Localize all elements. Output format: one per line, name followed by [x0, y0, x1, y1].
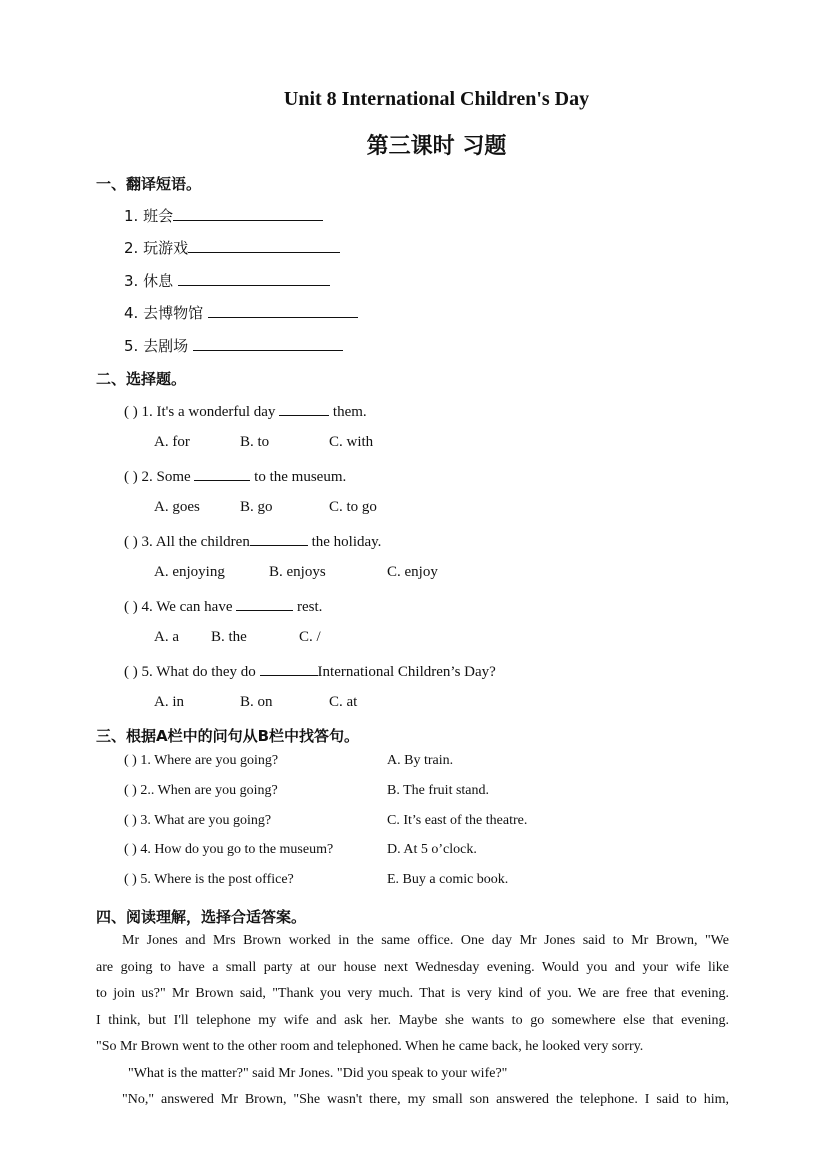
s2-q5-option-b: B. on: [240, 694, 273, 710]
s2-q4-option-c: C. /: [299, 629, 321, 645]
s2-q2-option-b: B. go: [240, 499, 273, 515]
reading-passage: [96, 928, 729, 1114]
section4-heading: 四、阅读理解，选择合适答案。: [96, 908, 307, 926]
s2-q3-option-b: B. enjoys: [269, 564, 326, 580]
s2-q4-option-b: B. the: [211, 629, 247, 645]
s1-item-2: 2. 玩游戏: [124, 237, 340, 258]
section2-heading: 二、选择题。: [96, 370, 187, 388]
s1-item-4: 4. 去博物馆: [124, 302, 358, 323]
passage-line-3: to join us?" Mr Brown said, "Thank you very much. That is very kind of you. We are free that evening.: [96, 986, 729, 1001]
s2-q5-option-a: A. in: [154, 694, 184, 710]
s1-item-5: 5. 去剧场: [124, 335, 343, 356]
s2-q2-option-a: A. goes: [154, 499, 200, 515]
s3-answer-b: B. The fruit stand.: [387, 783, 490, 798]
s2-question-4: ( ) 4. We can have rest.: [124, 596, 322, 616]
s3-question-4: ( ) 4. How do you go to the museum?: [124, 842, 334, 857]
s2-q2-option-c: C. to go: [329, 499, 377, 515]
document-subtitle: 第三课时 习题: [366, 134, 507, 159]
passage-line-7: "No," answered Mr Brown, "She wasn't there, my small son answered the telephone. I said to him,: [122, 1092, 729, 1107]
s2-q1-option-a: A. for: [154, 434, 190, 450]
section3-heading: 三、根据A栏中的问句从B栏中找答句。: [96, 727, 360, 745]
section1-heading: 一、翻译短语。: [96, 175, 202, 193]
s2-q4-option-a: A. a: [154, 629, 179, 645]
s1-item-3: 3. 休息: [124, 270, 330, 291]
s3-question-3: ( ) 3. What are you going?: [124, 813, 272, 828]
s2-question-5: ( ) 5. What do they do International Children’s Day?: [124, 661, 496, 681]
passage-line-5: "So Mr Brown went to the other room and telephoned. When he came back, he looked very sorry.: [96, 1039, 644, 1054]
passage-line-6: "What is the matter?" said Mr Jones. "Did you speak to your wife?": [128, 1065, 508, 1081]
s2-q1-option-b: B. to: [240, 434, 270, 450]
s3-question-1: ( ) 1. Where are you going?: [124, 753, 279, 768]
s2-q1-option-c: C. with: [329, 434, 374, 450]
s2-q3-option-c: C. enjoy: [387, 564, 438, 580]
passage-line-2: are going to have a small party at our house next Wednesday evening. Would you and your wife like: [96, 959, 729, 975]
s3-question-5: ( ) 5. Where is the post office?: [124, 872, 294, 887]
s2-q3-option-a: A. enjoying: [154, 564, 225, 580]
s3-answer-d: D. At 5 o’clock.: [387, 842, 477, 857]
passage-line-4: I think, but I'll telephone my wife and ask her. Maybe she wants to go somewhere else that evening.: [96, 1012, 729, 1028]
s2-question-2: ( ) 2. Some to the museum.: [124, 466, 346, 486]
s3-question-2: ( ) 2.. When are you going?: [124, 783, 278, 798]
passage-line-1: Mr Jones and Mrs Brown worked in the same office. One day Mr Jones said to Mr Brown, "We: [122, 933, 729, 948]
s3-answer-e: E. Buy a comic book.: [387, 872, 509, 887]
s2-question-3: ( ) 3. All the children the holiday.: [124, 531, 381, 551]
s3-answer-a: A. By train.: [387, 753, 454, 768]
s2-q5-option-c: C. at: [329, 694, 358, 710]
s2-question-1: ( ) 1. It's a wonderful day them.: [124, 401, 367, 421]
s1-item-1: 1. 班会: [124, 205, 323, 226]
s3-answer-c: C. It’s east of the theatre.: [387, 813, 528, 828]
document-title: Unit 8 International Children's Day: [283, 88, 590, 110]
